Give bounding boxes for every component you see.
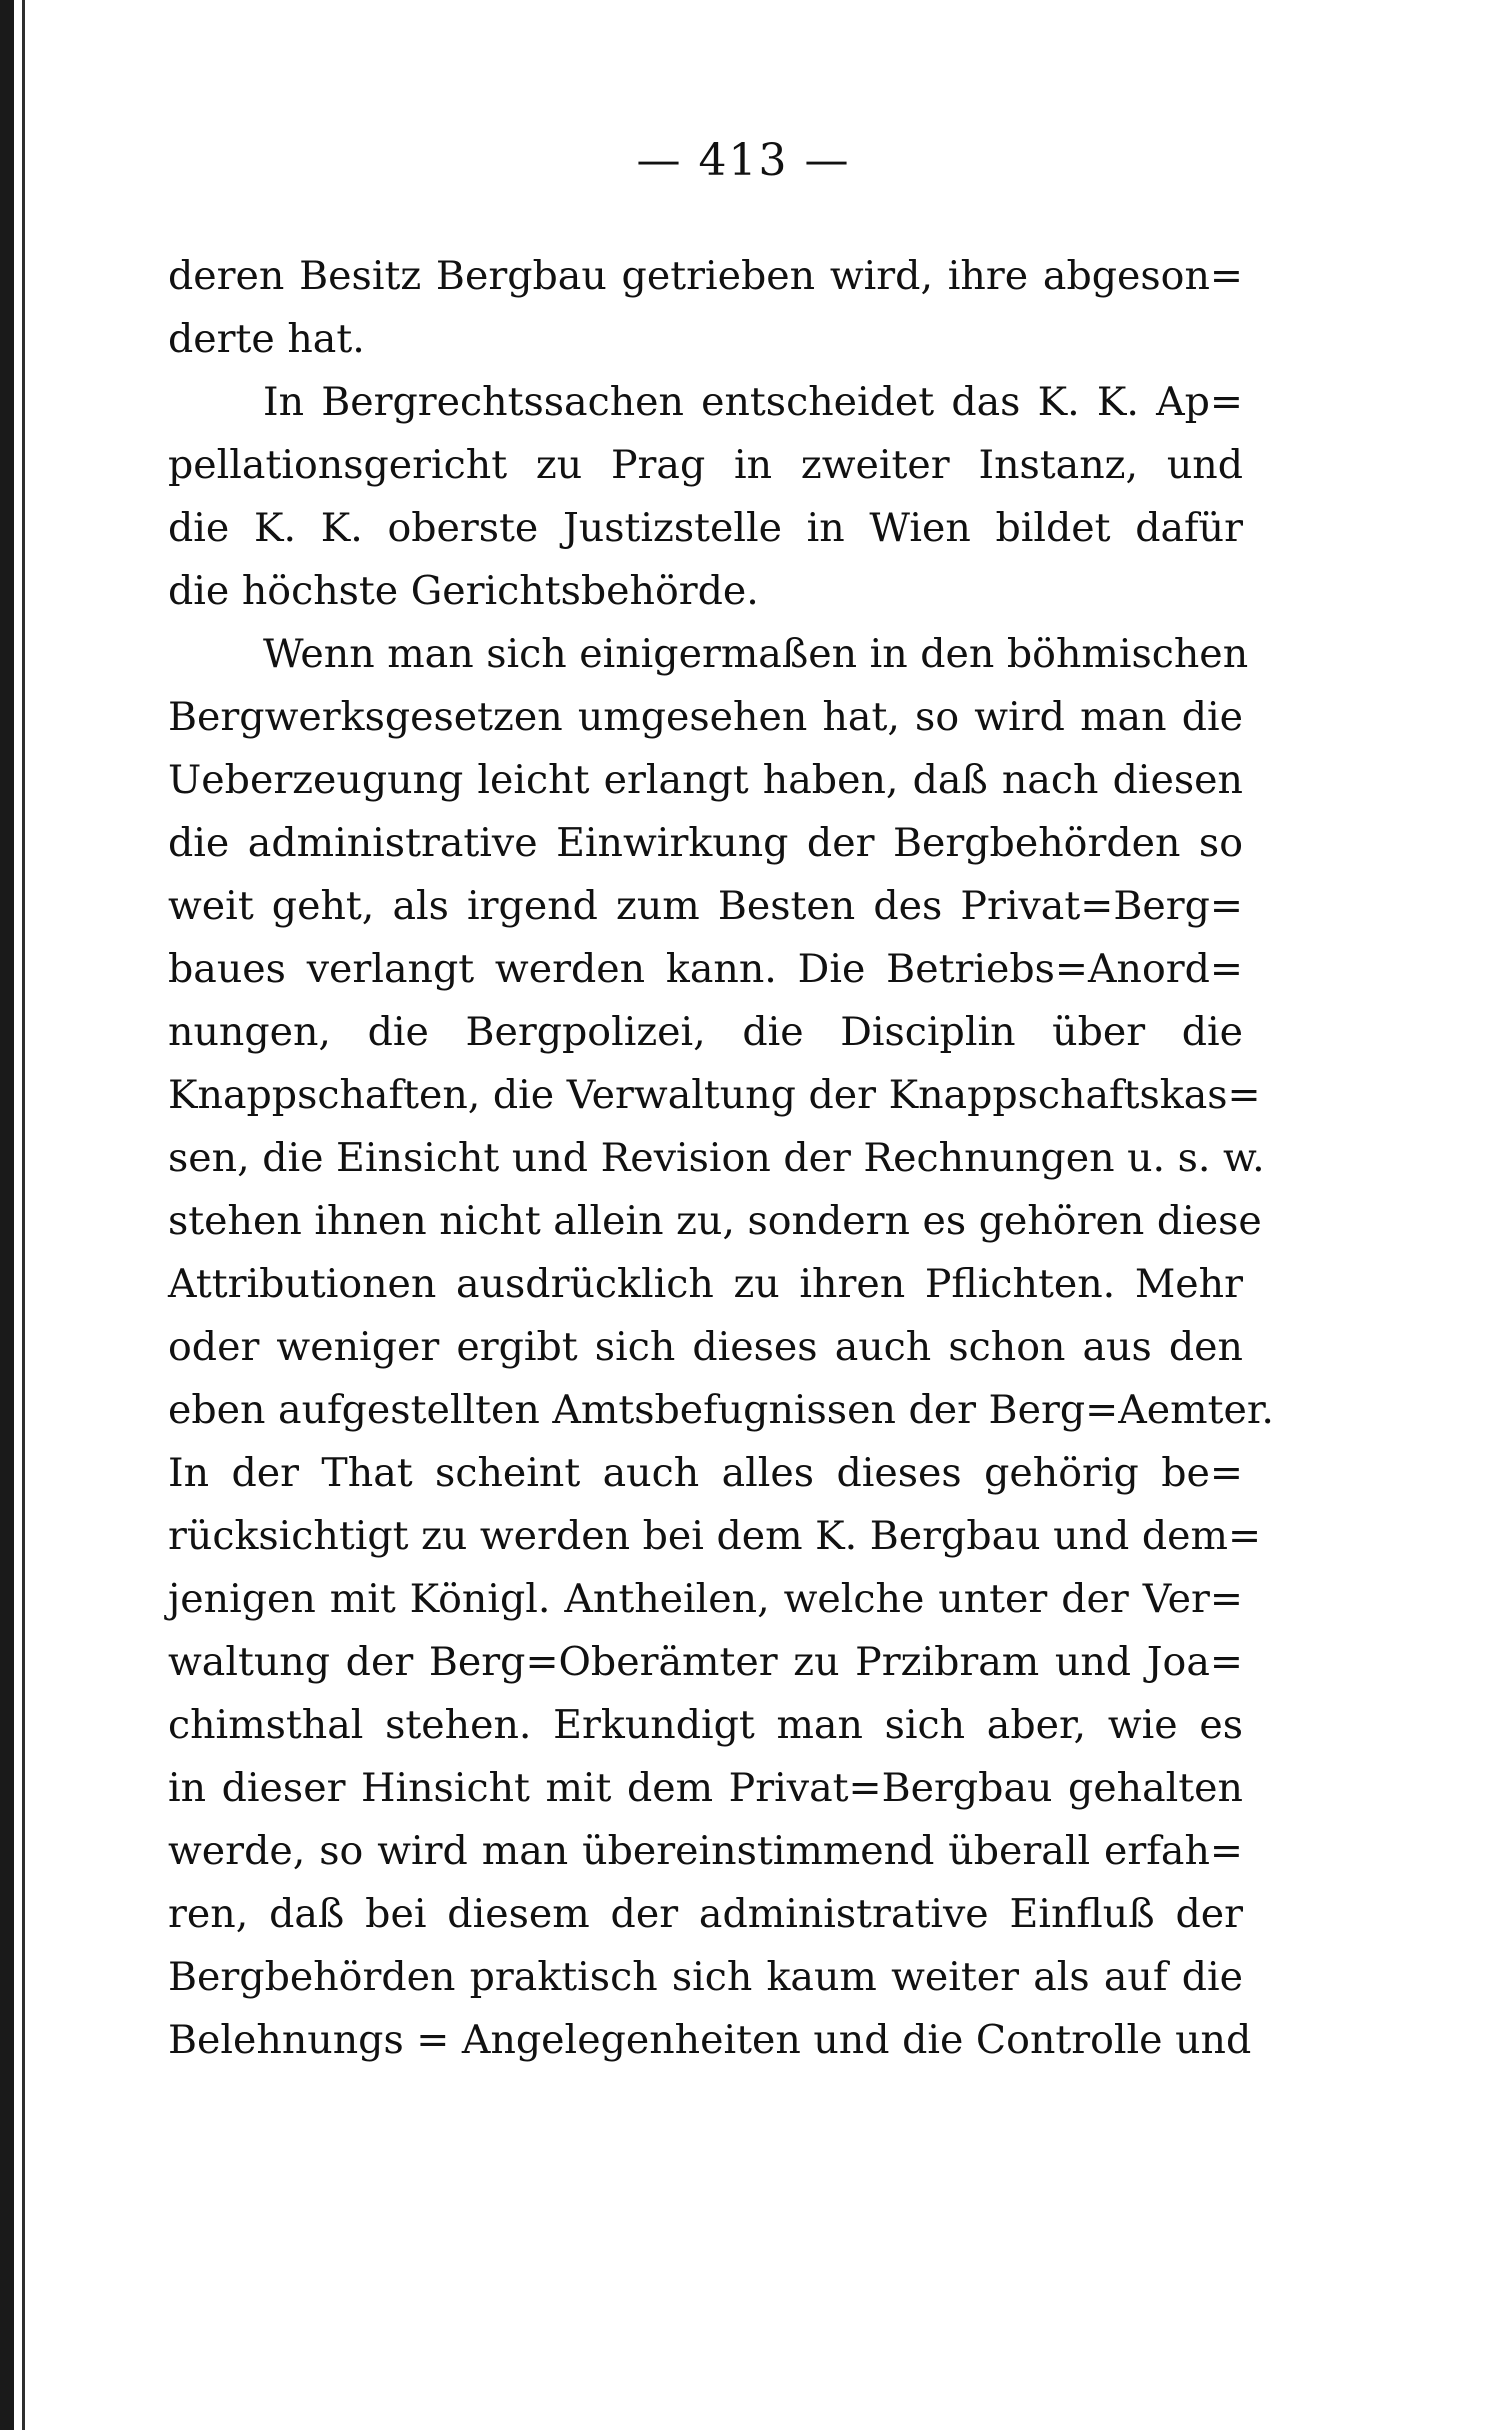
text-line: nungen, die Bergpolizei, die Disciplin über die — [168, 1009, 1243, 1055]
text-line: werde, so wird man übereinstimmend überall erfah= — [168, 1828, 1243, 1874]
page-body-text — [168, 245, 1274, 2072]
text-line: Bergbehörden praktisch sich kaum weiter als auf die — [168, 1954, 1243, 2000]
text-line: Knappschaften, die Verwaltung der Knappschaftskas= — [168, 1072, 1261, 1118]
text-line: die administrative Einwirkung der Bergbehörden so — [168, 820, 1243, 866]
text-line: pellationsgericht zu Prag in zweiter Instanz, und — [168, 442, 1243, 488]
text-line: baues verlangt werden kann. Die Betriebs=Anord= — [168, 946, 1243, 992]
page-fold-line — [22, 0, 25, 2430]
text-line: deren Besitz Bergbau getrieben wird, ihre abgeson= — [168, 253, 1243, 299]
text-line: die höchste Gerichtsbehörde. — [168, 568, 759, 614]
text-line: chimsthal stehen. Erkundigt man sich aber, wie es — [168, 1702, 1243, 1748]
text-line: In Bergrechtssachen entscheidet das K. K. Ap= — [263, 379, 1243, 425]
text-line: rücksichtigt zu werden bei dem K. Bergbau und dem= — [168, 1513, 1262, 1559]
text-line: jenigen mit Königl. Antheilen, welche unter der Ver= — [168, 1576, 1243, 1622]
text-line: ren, daß bei diesem der administrative Einfluß der — [168, 1891, 1243, 1937]
text-line: Belehnungs = Angelegenheiten und die Controlle und — [168, 2017, 1252, 2063]
text-line: sen, die Einsicht und Revision der Rechnungen u. s. w. — [168, 1135, 1265, 1181]
scan-edge — [0, 0, 14, 2430]
text-line: Attributionen ausdrücklich zu ihren Pflichten. Mehr — [168, 1261, 1243, 1307]
text-line: in dieser Hinsicht mit dem Privat=Bergbau gehalten — [168, 1765, 1243, 1811]
text-line: Ueberzeugung leicht erlangt haben, daß nach diesen — [168, 757, 1243, 803]
text-line: die K. K. oberste Justizstelle in Wien bildet dafür — [168, 505, 1243, 551]
text-line: oder weniger ergibt sich dieses auch schon aus den — [168, 1324, 1243, 1370]
text-line: In der That scheint auch alles dieses gehörig be= — [168, 1450, 1243, 1496]
text-line: Bergwerksgesetzen umgesehen hat, so wird man die — [168, 694, 1243, 740]
text-line: weit geht, als irgend zum Besten des Privat=Berg= — [168, 883, 1243, 929]
page-number: — 413 — — [636, 135, 851, 186]
text-line: waltung der Berg=Oberämter zu Przibram und Joa= — [168, 1639, 1243, 1685]
text-line: eben aufgestellten Amtsbefugnissen der Berg=Aemter. — [168, 1387, 1274, 1433]
text-line: stehen ihnen nicht allein zu, sondern es gehören diese — [168, 1198, 1262, 1244]
text-line: derte hat. — [168, 316, 365, 362]
text-line: Wenn man sich einigermaßen in den böhmischen — [263, 631, 1249, 677]
